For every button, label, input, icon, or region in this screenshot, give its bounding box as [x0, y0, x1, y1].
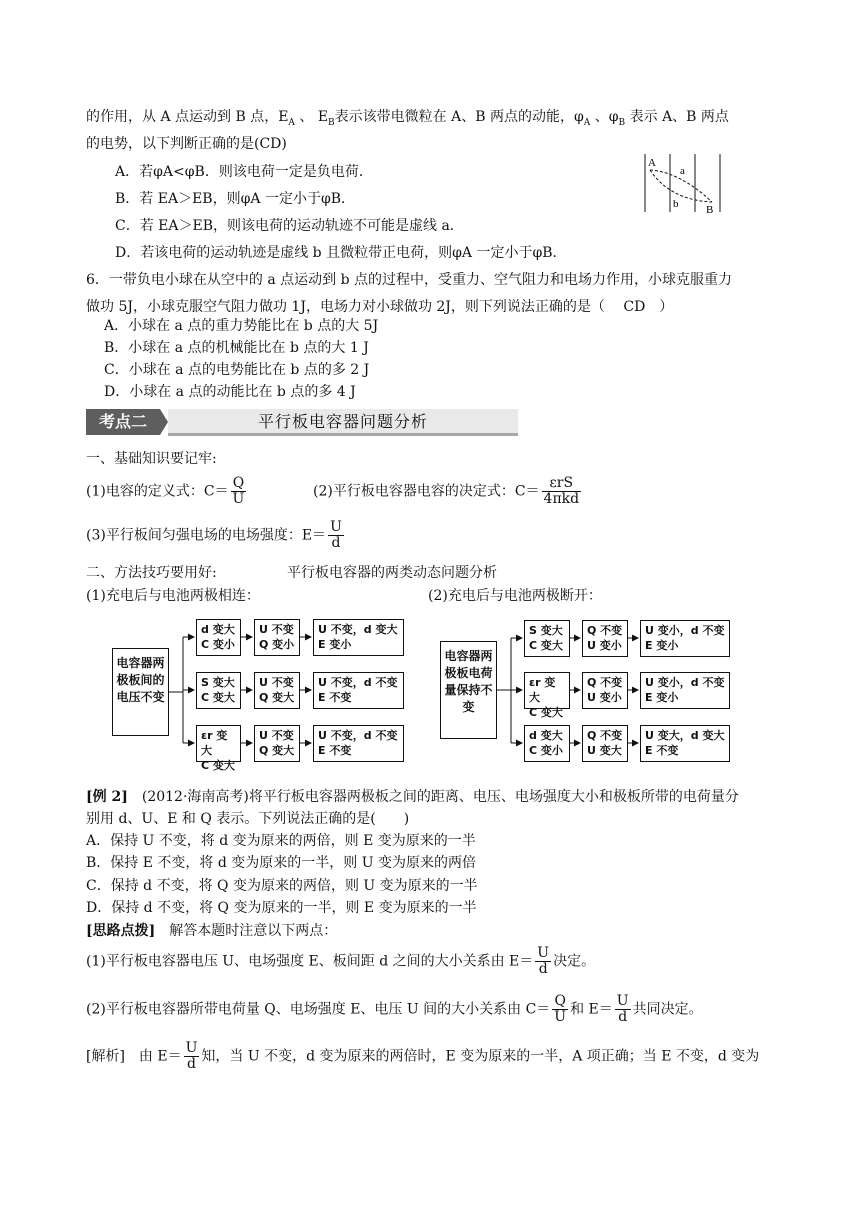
solution-label: [解析]	[86, 1048, 125, 1065]
q5-option-a: A．若φA<φB．则该电荷一定是负电荷．	[115, 164, 373, 180]
q5-option-d: D．若该电荷的运动轨迹是虚线 b 且微粒带正电荷，则φA 一定小于φB．	[115, 245, 567, 261]
diagram2-root: 电容器两极板电荷量保持不变	[440, 641, 497, 739]
q6-option-c: C．小球在 a 点的电势能比在 b 点的多 2 J	[104, 362, 370, 378]
q6-option-b: B．小球在 a 点的机械能比在 b 点的大 1 J	[104, 340, 369, 356]
hint-point1: (1)平行板电容器电压 U、电场强度 E、板间距 d 之间的大小关系由 E＝ $\frac{U}{d}$ 决定。	[86, 945, 596, 977]
diagram1-row3-cause: εr 变大 C 变大	[196, 725, 241, 762]
diagram1-row1-effect: U 不变 Q 变小	[254, 619, 300, 656]
example2-option-c: C．保持 d 不变，将 Q 变为原来的两倍，则 U 变为原来的一半	[86, 878, 478, 894]
example2-option-d: D．保持 d 不变，将 Q 变为原来的一半，则 E 变为原来的一半	[86, 900, 477, 916]
diagram2-row2-cause: εr 变大 C 变大	[524, 672, 570, 709]
fig-label-b: b	[673, 198, 679, 210]
q5-option-c: C．若 EA＞EB，则该电荷的运动轨迹不可能是虚线 a．	[115, 218, 464, 234]
diagram2-row3-cause: d 变大 C 变小	[524, 725, 570, 762]
diagram1-root: 电容器两极板间的电压不变	[112, 648, 169, 736]
diagram1-row2-cause: S 变大 C 变大	[196, 672, 241, 709]
diagram2-row1-cause: S 变大 C 变大	[524, 620, 570, 657]
diagram2-row2-effect: Q 不变 U 变小	[582, 672, 628, 709]
basics-heading: 一、基础知识要记牢:	[86, 451, 217, 467]
diagram1-row3-result: U 不变，d 不变 E 不变	[313, 725, 404, 762]
diagram2-row1-result: U 变小，d 不变 E 变小	[640, 620, 730, 657]
hint-label: [思路点拨]	[86, 923, 156, 939]
diagram1-row1-result: U 不变，d 变大 E 变小	[313, 619, 404, 656]
banner-tag: 考点二	[86, 409, 160, 435]
methods-heading: 二、方法技巧要用好:	[86, 565, 217, 581]
formula-capacitance-def: (1)电容的定义式：C＝ $\frac{Q}{U}$	[86, 475, 245, 507]
diagram1-row1-cause: d 变大 C 变小	[196, 619, 241, 656]
q5-option-b: B．若 EA＞EB，则φA 一定小于φB．	[115, 191, 356, 207]
q5-line2: 的电势，以下判断正确的是(CD)	[86, 136, 287, 152]
diagram2-row1-effect: Q 不变 U 变小	[582, 620, 628, 657]
diagram1-row3-effect: U 不变 Q 变大	[254, 725, 300, 762]
example2-label: [例 2]	[86, 789, 128, 805]
example2-option-a: A．保持 U 不变，将 d 变为原来的两倍，则 E 变为原来的一半	[86, 833, 476, 849]
fig-label-a: a	[680, 165, 685, 177]
diagram2-row2-result: U 变小，d 不变 E 变小	[640, 672, 730, 709]
diagram1-row2-result: U 不变，d 不变 E 不变	[313, 672, 404, 709]
hint-line: [思路点拨] 解答本题时注意以下两点：	[86, 923, 338, 939]
q6-option-d: D．小球在 a 点的动能比在 b 点的多 4 J	[104, 384, 356, 400]
fig-label-B: B	[706, 204, 714, 216]
diagram1-row2-effect: U 不变 Q 变大	[254, 672, 300, 709]
diagram2-row3-effect: Q 不变 U 变大	[582, 725, 628, 762]
q6-line2: 做功 5J，小球克服空气阻力做功 1J，电场力对小球做功 2J，则下列说法正确的是（ CD ）	[86, 299, 674, 315]
solution-line: [解析] 由 E＝ $\frac{U}{d}$ 知，当 U 不变，d 变为原来的两倍时，E 变为原来的一半，A 项正确；当 E 不变，d 变为	[86, 1040, 760, 1072]
example2-line2: 别用 d、U、E 和 Q 表示。下列说法正确的是( )	[86, 811, 410, 827]
example2-option-b: B．保持 E 不变，将 d 变为原来的一半，则 U 变为原来的两倍	[86, 855, 476, 871]
case2-label: (2)充电后与电池两极断开：	[428, 588, 602, 604]
q5-line1: 的作用，从 A 点运动到 B 点，$E_A$ 、 $E_B$表示该带电微粒在 A、B 两点的动能，$\varphi_A$ 、$\varphi_B$ 表示 A、B 两点	[86, 109, 729, 128]
formula-capacitance-plate: (2)平行板电容器电容的决定式：C＝ $\frac{\text{εrS}}{\text{4πkd}}$	[313, 475, 580, 507]
formula-field-strength: (3)平行板间匀强电场的电场强度：E＝ $\frac{U}{d}$	[86, 519, 342, 551]
banner-title: 平行板电容器问题分析	[257, 412, 428, 431]
case1-label: (1)充电后与电池两极相连：	[86, 588, 260, 604]
methods-subheading: 平行板电容器的两类动态问题分析	[287, 565, 497, 581]
q6-line1: 6．一带负电小球在从空中的 a 点运动到 b 点的过程中，受重力、空气阻力和电场力作用，小球克服重力	[86, 272, 733, 288]
diagram2-row3-result: U 变大，d 变大 E 不变	[640, 725, 730, 762]
q6-option-a: A．小球在 a 点的重力势能比在 b 点的大 5J	[104, 318, 379, 334]
fig-label-A: A	[648, 157, 656, 169]
hint-point2: (2)平行板电容器所带电荷量 Q、电场强度 E、电压 U 间的大小关系由 C＝ $\frac{Q}{U}$ 和 E＝ $\frac{U}{d}$ 共同决定。	[86, 993, 703, 1025]
example2-line1: [例 2] (2012·海南高考)将平行板电容器两极板之间的距离、电压、电场强度大小和极板所带的电荷量分	[86, 789, 739, 805]
